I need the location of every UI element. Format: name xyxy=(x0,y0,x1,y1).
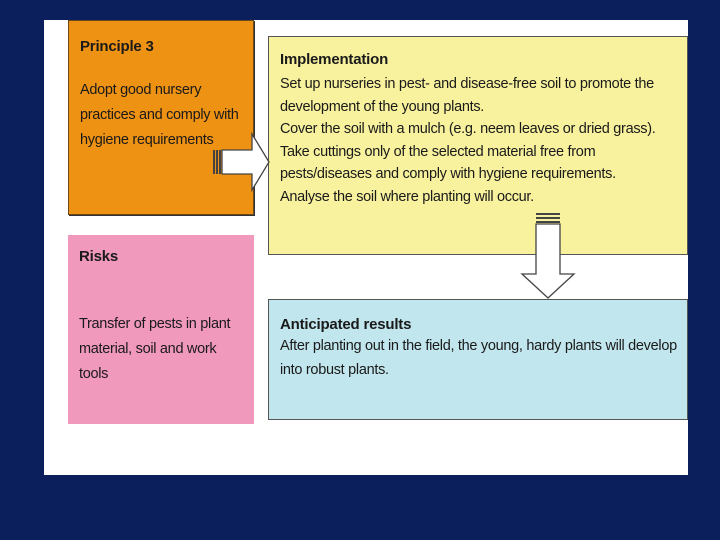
implementation-line: Cover the soil with a mulch (e.g. neem leaves or dried grass). xyxy=(280,121,656,137)
risks-box xyxy=(68,235,254,424)
implementation-line: Set up nurseries in pest- and disease-free soil to promote the development of the young plants. xyxy=(280,76,654,115)
results-text: After planting out in the field, the young, hardy plants will develop into robust plants. xyxy=(280,338,677,378)
results-title: Anticipated results xyxy=(280,316,412,333)
implementation-line: Analyse the soil where planting will occur. xyxy=(280,188,534,205)
implementation-title: Implementation xyxy=(280,51,389,68)
implementation-box xyxy=(268,36,688,255)
arrow-right-icon xyxy=(212,130,272,194)
risks-title: Risks xyxy=(79,248,119,265)
slide xyxy=(44,20,688,475)
risks-text: Transfer of pests in plant material, soil and work tools xyxy=(79,316,231,382)
results-box xyxy=(268,299,688,420)
principle-title: Principle 3 xyxy=(80,38,154,55)
arrow-down-icon xyxy=(518,212,578,302)
implementation-text xyxy=(280,73,679,208)
implementation-line: Take cuttings only of the selected material free from pests/diseases and comply with hygiene requirements. xyxy=(280,143,616,182)
principle-text: Adopt good nursery practices and comply with hygiene requirements xyxy=(80,82,239,148)
